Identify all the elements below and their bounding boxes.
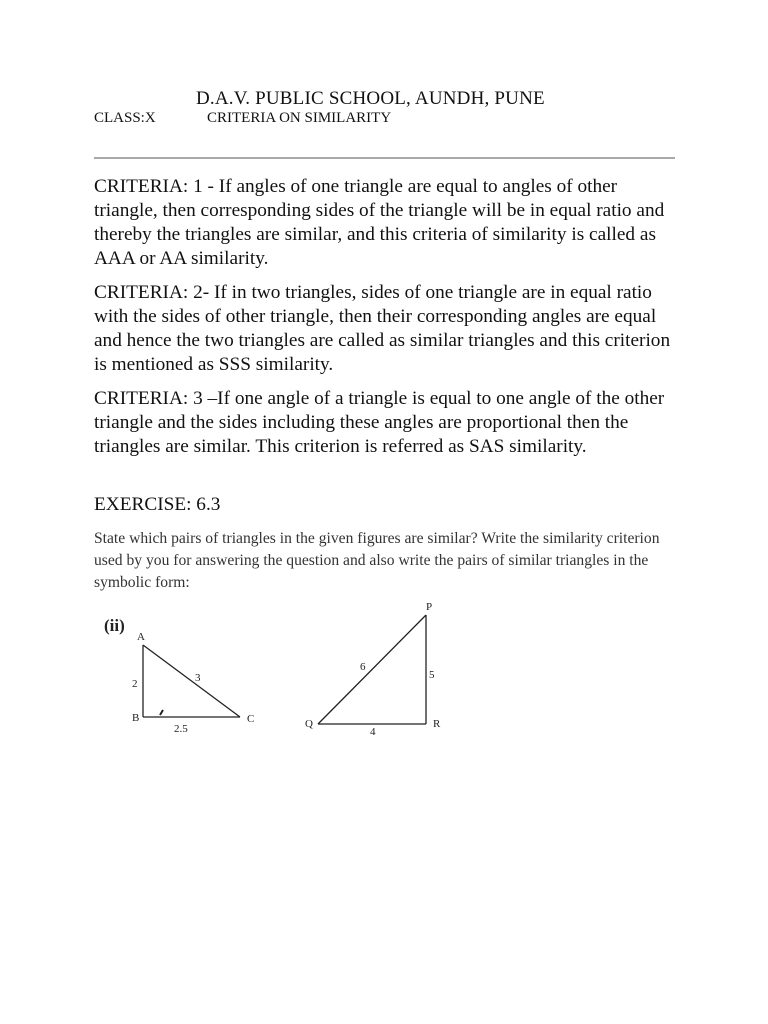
side-pq-length: 6 <box>360 661 366 673</box>
vertex-q-label: Q <box>305 718 313 730</box>
figure-part-label: (ii) <box>104 616 125 635</box>
triangle-pqr <box>318 615 426 724</box>
criteria-2-text: CRITERIA: 2- If in two triangles, sides of one triangle are in equal ratio with the sides of other triangle, then their corresponding angles are equal and hence the two triangles are called as similar triangles and this criterion is mentioned as SSS similarity. <box>94 282 671 375</box>
vertex-b-label: B <box>132 712 140 724</box>
side-ac-line <box>143 645 240 717</box>
exercise-heading: EXERCISE: 6.3 <box>94 494 221 515</box>
vertex-r-label: R <box>433 718 441 730</box>
side-pq-line <box>318 615 426 724</box>
topic-title: CRITERIA ON SIMILARITY <box>207 110 392 126</box>
class-label: CLASS:X <box>94 110 156 126</box>
vertex-c-label: C <box>247 713 255 725</box>
angle-mark <box>160 710 163 715</box>
criteria-3-text: CRITERIA: 3 –If one angle of a triangle is equal to one angle of the other triangle and the sides including these angles are proportional then the triangles are similar. This criterion is referred as SAS similarity. <box>94 388 665 457</box>
vertex-p-label: P <box>426 601 433 613</box>
exercise-question: State which pairs of triangles in the given figures are similar? Write the similarity criterion used by you for answering the question and also write the pairs of similar triangles in the symbolic form: <box>94 530 660 591</box>
side-ac-length: 3 <box>195 672 201 684</box>
triangle-abc <box>143 645 240 717</box>
vertex-a-label: A <box>137 631 145 643</box>
criteria-1-text: CRITERIA: 1 - If angles of one triangle are equal to angles of other triangle, then corresponding sides of the triangle will be in equal ratio and thereby the triangles are similar, and this criteria of similarity is called as AAA or AA similarity. <box>94 176 665 269</box>
side-qr-length: 4 <box>370 726 376 738</box>
side-ab-length: 2 <box>132 678 138 690</box>
side-bc-length: 2.5 <box>174 723 188 735</box>
school-name: D.A.V. PUBLIC SCHOOL, AUNDH, PUNE <box>196 88 545 109</box>
side-pr-length: 5 <box>429 669 435 681</box>
